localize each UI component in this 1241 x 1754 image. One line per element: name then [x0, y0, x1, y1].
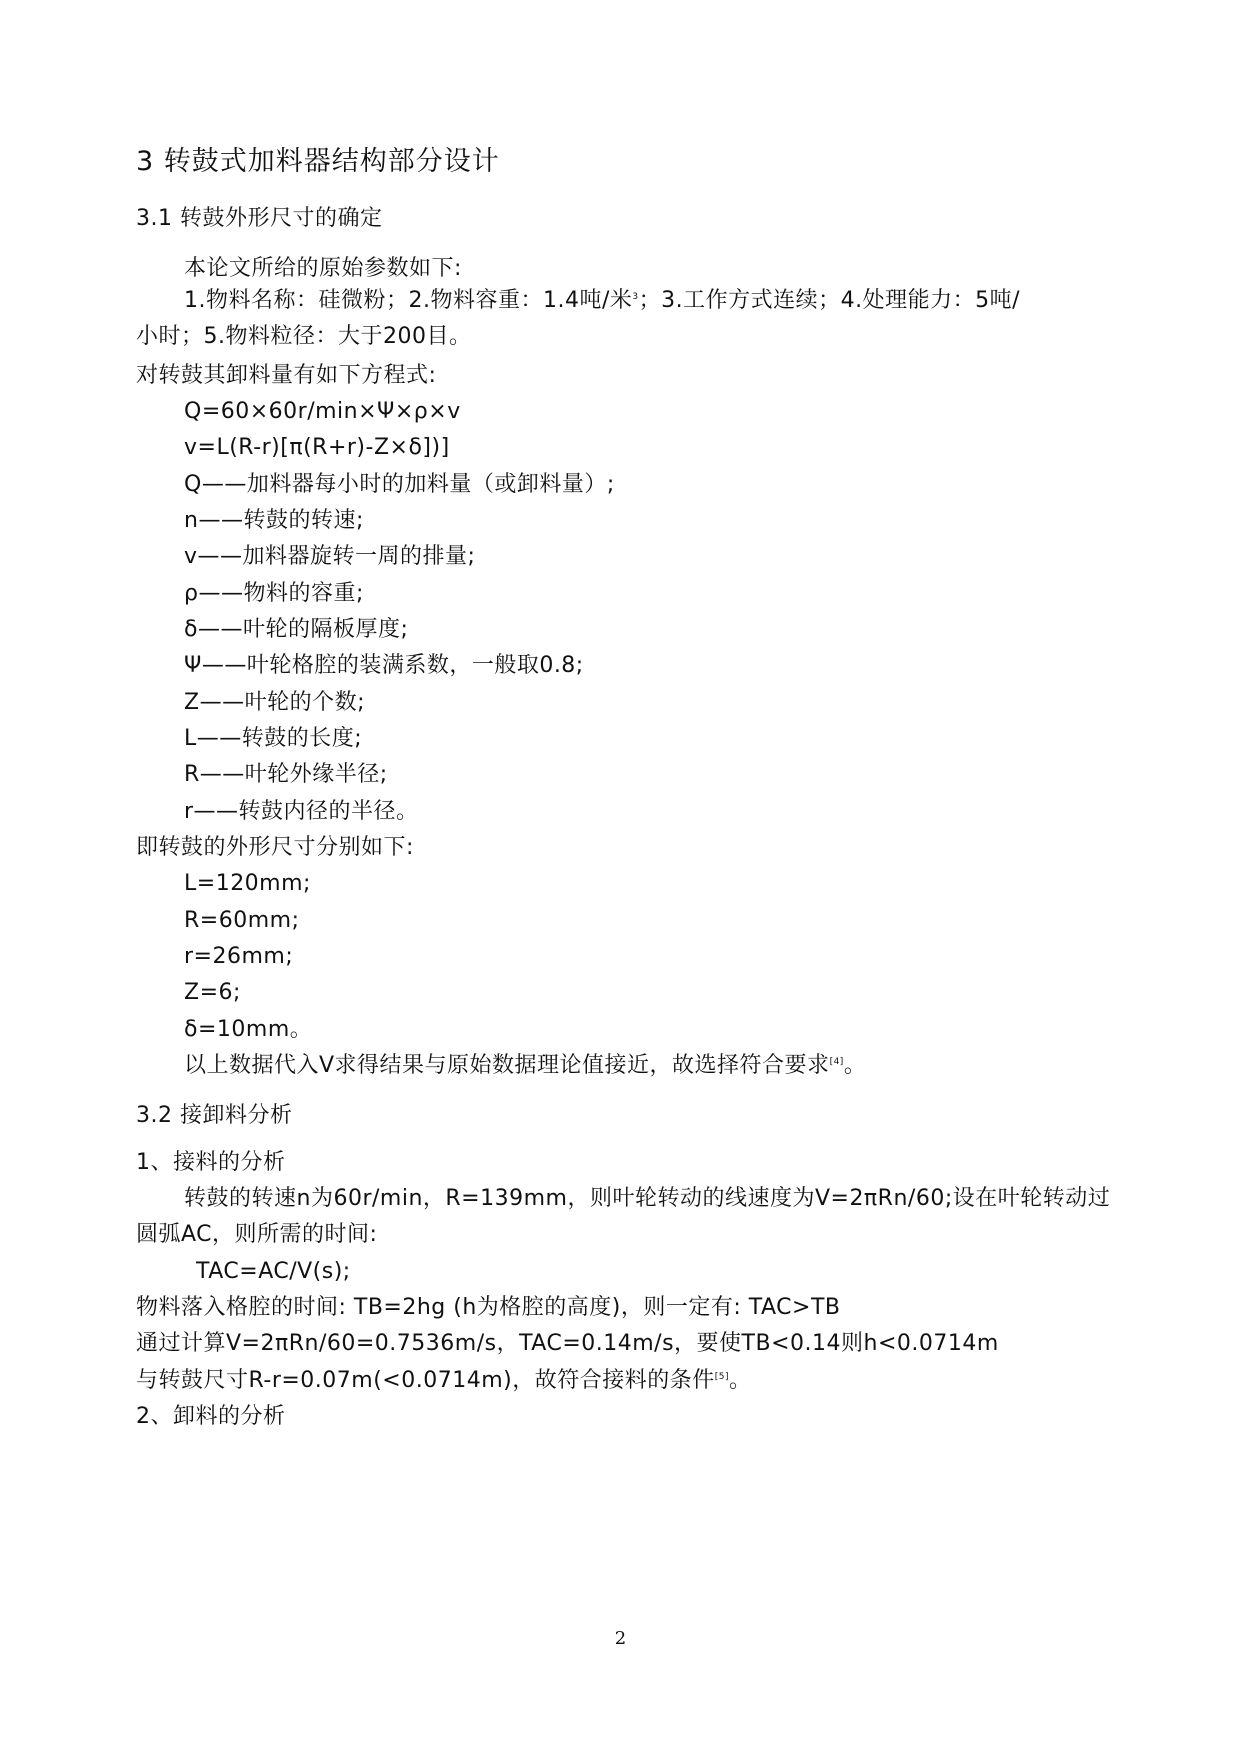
- page-number: 2: [614, 1628, 627, 1649]
- definition-item: Q——加料器每小时的加料量（或卸料量）;: [184, 472, 615, 497]
- conclusion-end: 。: [843, 1053, 867, 1078]
- definition-item: R——叶轮外缘半径;: [184, 762, 388, 787]
- dimension-item: Z=6;: [184, 980, 241, 1005]
- receiving-paragraph-line-2: 圆弧AC，则所需的时间:: [136, 1222, 378, 1247]
- calculation-line: 通过计算V=2πRn/60=0.7536m/s，TAC=0.14m/s，要使TB<0.14则h<0.0714m: [136, 1331, 999, 1356]
- formula-tac: TAC=AC/V(s);: [196, 1259, 351, 1284]
- citation-ref: [5]: [714, 1372, 729, 1382]
- params-line-2: 小时；5.物料粒径：大于200目。: [136, 324, 472, 349]
- conclusion-text: 以上数据代入V求得结果与原始数据理论值接近，故选择符合要求: [184, 1053, 830, 1078]
- comparison-text: 与转鼓尺寸R-r=0.07m(<0.0714m)，故符合接料的条件: [136, 1368, 715, 1393]
- chapter-heading: 3 转鼓式加料器结构部分设计: [136, 146, 500, 177]
- equation-intro: 对转鼓其卸料量有如下方程式:: [136, 363, 437, 388]
- equation-v: v=L(R-r)[π(R+r)-Z×δ])]: [184, 435, 450, 460]
- definition-item: n——转鼓的转速;: [184, 508, 364, 533]
- definition-item: Ψ——叶轮格腔的装满系数，一般取0.8;: [184, 653, 584, 678]
- dimension-item: R=60mm;: [184, 908, 300, 933]
- definition-item: δ——叶轮的隔板厚度;: [184, 617, 409, 642]
- receiving-paragraph-line-1: 转鼓的转速n为60r/min，R=139mm，则叶轮转动的线速度为V=2πRn/60;设在叶轮转动过: [184, 1186, 1111, 1211]
- params-line-1: [184, 286, 1020, 316]
- params-text: 1.物料名称：硅微粉；2.物料容重：1.4吨/米: [184, 288, 633, 313]
- intro-paragraph: 本论文所给的原始参数如下:: [184, 256, 462, 281]
- equation-q: Q=60×60r/min×Ψ×ρ×v: [184, 399, 461, 424]
- definition-item: Z——叶轮的个数;: [184, 690, 365, 715]
- definition-item: L——转鼓的长度;: [184, 726, 363, 751]
- comparison-line: [136, 1366, 752, 1396]
- conclusion-paragraph: [184, 1051, 866, 1081]
- dimensions-intro: 即转鼓的外形尺寸分别如下:: [136, 835, 414, 860]
- dimension-item: δ=10mm。: [184, 1017, 313, 1042]
- citation-ref: [4]: [829, 1057, 844, 1067]
- subsection-title-discharge: 2、卸料的分析: [136, 1404, 286, 1429]
- fall-time-line: 物料落入格腔的时间: TB=2hg (h为格腔的高度)，则一定有: TAC>TB: [136, 1295, 841, 1320]
- section-heading-3-1: 3.1 转鼓外形尺寸的确定: [136, 206, 383, 231]
- dimension-item: L=120mm;: [184, 871, 311, 896]
- section-heading-3-2: 3.2 接卸料分析: [136, 1103, 293, 1128]
- definition-item: ρ——物料的容重;: [184, 581, 364, 606]
- subsection-title-receiving: 1、接料的分析: [136, 1150, 286, 1175]
- definition-item: r——转鼓内径的半径。: [184, 799, 419, 824]
- params-text-end: ；3.工作方式连续；4.处理能力：5吨/: [638, 288, 1021, 313]
- dimension-item: r=26mm;: [184, 944, 294, 969]
- definition-item: v——加料器旋转一周的排量;: [184, 544, 476, 569]
- comparison-end: 。: [729, 1368, 752, 1393]
- superscript-cubic: 3: [632, 292, 639, 302]
